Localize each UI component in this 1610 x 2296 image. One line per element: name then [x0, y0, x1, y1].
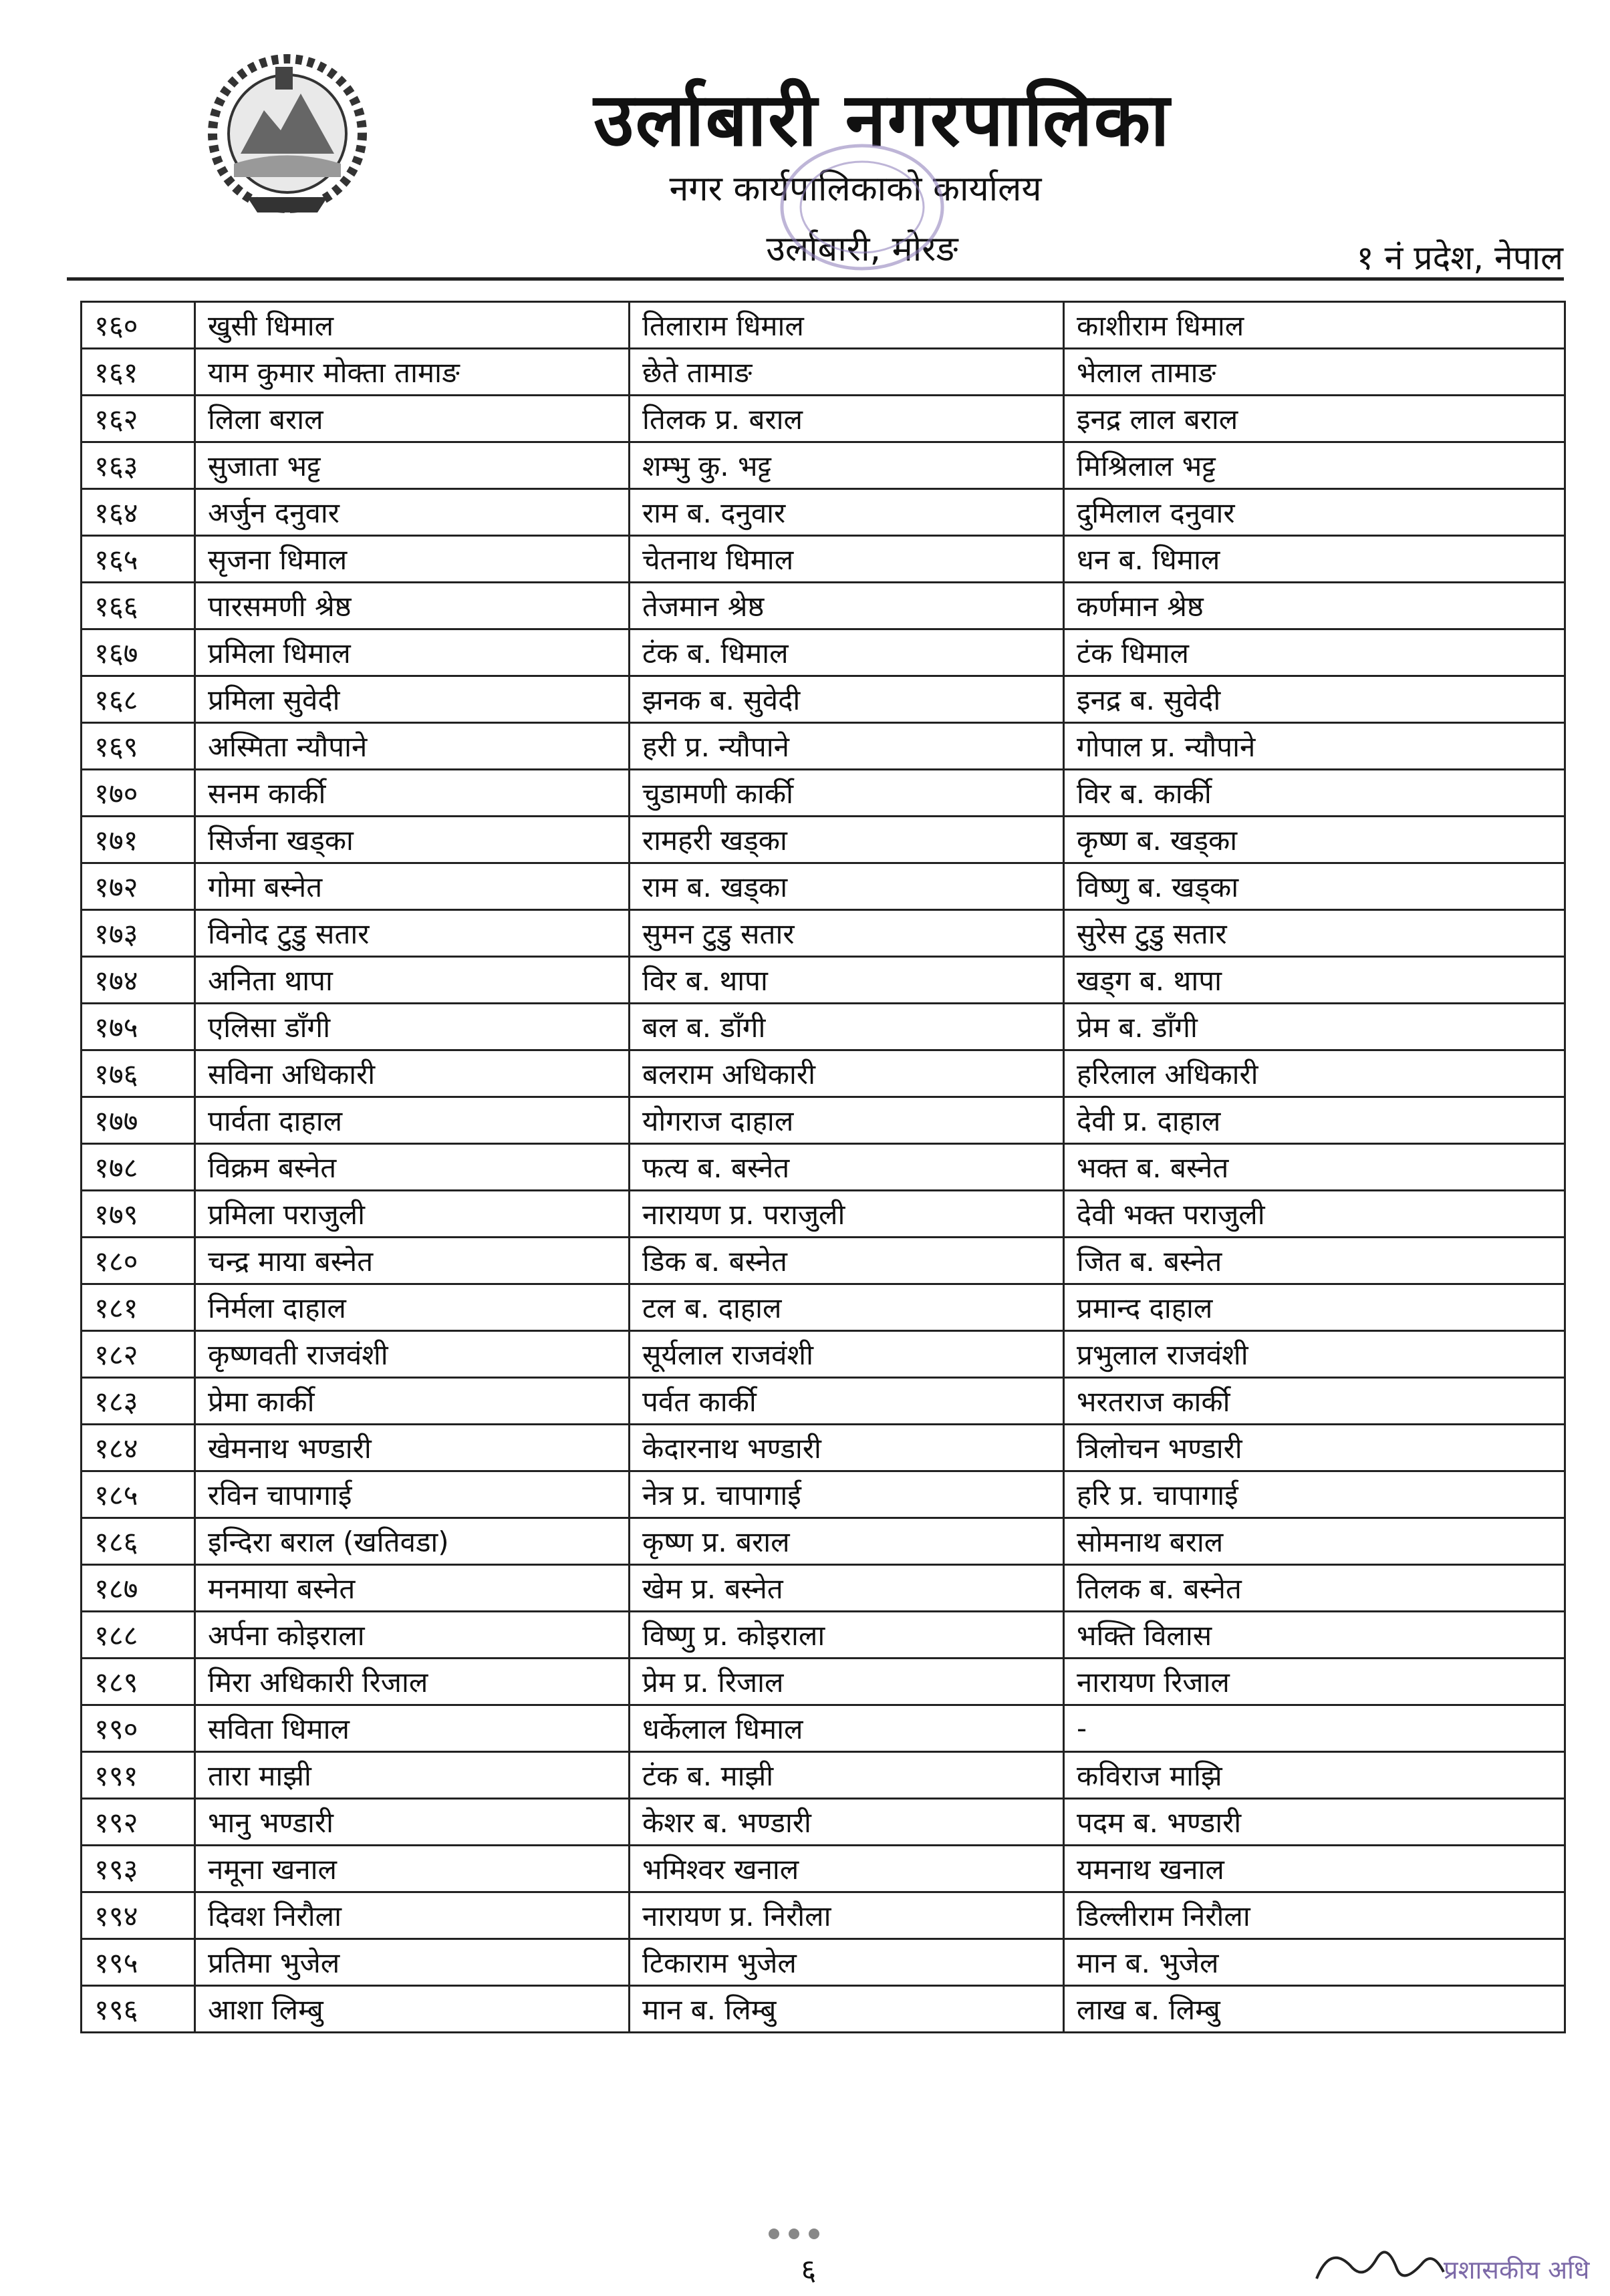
father-name-cell: चेतनाथ धिमाल	[630, 536, 1064, 583]
name-cell: प्रतिमा भुजेल	[195, 1939, 630, 1986]
father-name-cell: विर ब. थापा	[630, 957, 1064, 1004]
office-subtitle: नगर कार्यपालिकाको कार्यालय	[669, 169, 1042, 209]
name-cell: विक्रम बस्नेत	[195, 1144, 630, 1191]
table-row	[82, 1565, 1565, 1612]
grandfather-name-cell: इनद्र लाल बराल	[1064, 396, 1565, 442]
table-row	[82, 723, 1565, 770]
table-row	[82, 1612, 1565, 1659]
table-row	[82, 442, 1565, 489]
table-row	[82, 1752, 1565, 1799]
serial-number-cell: १८२	[82, 1331, 195, 1378]
serial-number-cell: १६८	[82, 676, 195, 723]
header-divider	[67, 277, 1564, 281]
father-name-cell: भमिश्वर खनाल	[630, 1846, 1064, 1892]
serial-number-cell: १७५	[82, 1004, 195, 1050]
grandfather-name-cell: कर्णमान श्रेष्ठ	[1064, 583, 1565, 629]
serial-number-cell: १८५	[82, 1471, 195, 1518]
father-name-cell: तेजमान श्रेष्ठ	[630, 583, 1064, 629]
table-row	[82, 1425, 1565, 1471]
father-name-cell: छेते तामाङ	[630, 349, 1064, 396]
table-row	[82, 1331, 1565, 1378]
table-row	[82, 1378, 1565, 1425]
father-name-cell: टंक ब. धिमाल	[630, 629, 1064, 676]
name-cell: निर्मला दाहाल	[195, 1284, 630, 1331]
table-row	[82, 1986, 1565, 2033]
grandfather-name-cell: गोपाल प्र. न्यौपाने	[1064, 723, 1565, 770]
table-row	[82, 629, 1565, 676]
table-row	[82, 1892, 1565, 1939]
father-name-cell: राम ब. दनुवार	[630, 489, 1064, 536]
serial-number-cell: १७०	[82, 770, 195, 817]
father-name-cell: विष्णु प्र. कोइराला	[630, 1612, 1064, 1659]
name-cell: आशा लिम्बु	[195, 1986, 630, 2033]
serial-number-cell: १७३	[82, 910, 195, 957]
serial-number-cell: १७२	[82, 863, 195, 910]
father-name-cell: नारायण प्र. निरौला	[630, 1892, 1064, 1939]
grandfather-name-cell: सोमनाथ बराल	[1064, 1518, 1565, 1565]
table-row	[82, 1050, 1565, 1097]
name-cell: एलिसा डाँगी	[195, 1004, 630, 1050]
father-name-cell: केदारनाथ भण्डारी	[630, 1425, 1064, 1471]
grandfather-name-cell: हरि प्र. चापागाई	[1064, 1471, 1565, 1518]
grandfather-name-cell: जित ब. बस्नेत	[1064, 1238, 1565, 1284]
grandfather-name-cell: दुमिलाल दनुवार	[1064, 489, 1565, 536]
province-label: १ नं प्रदेश, नेपाल	[1356, 239, 1563, 277]
name-cell: प्रमिला सुवेदी	[195, 676, 630, 723]
table-row	[82, 1518, 1565, 1565]
father-name-cell: टिकाराम भुजेल	[630, 1939, 1064, 1986]
grandfather-name-cell: भेलाल तामाङ	[1064, 349, 1565, 396]
name-cell: पारसमणी श्रेष्ठ	[195, 583, 630, 629]
table-row	[82, 1284, 1565, 1331]
name-cell: सविना अधिकारी	[195, 1050, 630, 1097]
table-row	[82, 1846, 1565, 1892]
grandfather-name-cell: तिलक ब. बस्नेत	[1064, 1565, 1565, 1612]
table-row	[82, 1238, 1565, 1284]
grandfather-name-cell: भरतराज कार्की	[1064, 1378, 1565, 1425]
grandfather-name-cell: काशीराम धिमाल	[1064, 302, 1565, 349]
father-name-cell: प्रेम प्र. रिजाल	[630, 1659, 1064, 1705]
serial-number-cell: १९४	[82, 1892, 195, 1939]
grandfather-name-cell: डिल्लीराम निरौला	[1064, 1892, 1565, 1939]
name-cell: प्रमिला धिमाल	[195, 629, 630, 676]
name-cell: अर्जुन दनुवार	[195, 489, 630, 536]
grandfather-name-cell: खड्ग ब. थापा	[1064, 957, 1565, 1004]
serial-number-cell: १८८	[82, 1612, 195, 1659]
serial-number-cell: १८९	[82, 1659, 195, 1705]
grandfather-name-cell: कविराज माझि	[1064, 1752, 1565, 1799]
name-cell: सृजना धिमाल	[195, 536, 630, 583]
name-cell: भानु भण्डारी	[195, 1799, 630, 1846]
grandfather-name-cell: विर ब. कार्की	[1064, 770, 1565, 817]
table-row	[82, 1705, 1565, 1752]
table-row	[82, 910, 1565, 957]
father-name-cell: पर्वत कार्की	[630, 1378, 1064, 1425]
table-row	[82, 1097, 1565, 1144]
serial-number-cell: १६९	[82, 723, 195, 770]
serial-number-cell: १८६	[82, 1518, 195, 1565]
nepal-emblem-icon	[200, 47, 374, 221]
name-cell: दिवश निरौला	[195, 1892, 630, 1939]
father-name-cell: शम्भु कु. भट्ट	[630, 442, 1064, 489]
roster-body	[82, 302, 1565, 2033]
grandfather-name-cell: हरिलाल अधिकारी	[1064, 1050, 1565, 1097]
father-name-cell: बलराम अधिकारी	[630, 1050, 1064, 1097]
table-row	[82, 957, 1565, 1004]
serial-number-cell: १६१	[82, 349, 195, 396]
name-cell: अस्मिता न्यौपाने	[195, 723, 630, 770]
grandfather-name-cell: विष्णु ब. खड्का	[1064, 863, 1565, 910]
name-cell: पार्वता दाहाल	[195, 1097, 630, 1144]
table-row	[82, 489, 1565, 536]
page-number: ६	[801, 2253, 817, 2287]
grandfather-name-cell: मिश्रिलाल भट्ट	[1064, 442, 1565, 489]
serial-number-cell: १९६	[82, 1986, 195, 2033]
serial-number-cell: १६५	[82, 536, 195, 583]
signature-designation: प्रशासकीय अधि	[1444, 2255, 1590, 2285]
table-row	[82, 1471, 1565, 1518]
father-name-cell: धर्केलाल धिमाल	[630, 1705, 1064, 1752]
name-cell: सनम कार्की	[195, 770, 630, 817]
handwritten-signature-icon	[1310, 2232, 1450, 2296]
father-name-cell: झनक ब. सुवेदी	[630, 676, 1064, 723]
serial-number-cell: १६३	[82, 442, 195, 489]
name-cell: विनोद टुडु सतार	[195, 910, 630, 957]
father-name-cell: नेत्र प्र. चापागाई	[630, 1471, 1064, 1518]
table-row	[82, 349, 1565, 396]
serial-number-cell: १७६	[82, 1050, 195, 1097]
table-row	[82, 770, 1565, 817]
grandfather-name-cell: पदम ब. भण्डारी	[1064, 1799, 1565, 1846]
father-name-cell: रामहरी खड्का	[630, 817, 1064, 863]
name-cell: मिरा अधिकारी रिजाल	[195, 1659, 630, 1705]
name-cell: खुसी धिमाल	[195, 302, 630, 349]
serial-number-cell: १७९	[82, 1191, 195, 1238]
name-cell: रविन चापागाई	[195, 1471, 630, 1518]
table-row	[82, 1191, 1565, 1238]
serial-number-cell: १८१	[82, 1284, 195, 1331]
father-name-cell: राम ब. खड्का	[630, 863, 1064, 910]
name-cell: नमूना खनाल	[195, 1846, 630, 1892]
serial-number-cell: १९३	[82, 1846, 195, 1892]
municipality-title: उर्लाबारी नगरपालिका	[593, 77, 1171, 162]
table-row	[82, 863, 1565, 910]
table-row	[82, 676, 1565, 723]
office-stamp-icon	[762, 134, 962, 281]
serial-number-cell: १९५	[82, 1939, 195, 1986]
father-name-cell: केशर ब. भण्डारी	[630, 1799, 1064, 1846]
table-row	[82, 583, 1565, 629]
grandfather-name-cell: कृष्ण ब. खड्का	[1064, 817, 1565, 863]
father-name-cell: फत्य ब. बस्नेत	[630, 1144, 1064, 1191]
table-row	[82, 302, 1565, 349]
grandfather-name-cell: टंक धिमाल	[1064, 629, 1565, 676]
grandfather-name-cell: मान ब. भुजेल	[1064, 1939, 1565, 1986]
serial-number-cell: १८३	[82, 1378, 195, 1425]
father-name-cell: सुमन टुडु सतार	[630, 910, 1064, 957]
roster-table	[80, 301, 1566, 2033]
serial-number-cell: १८०	[82, 1238, 195, 1284]
name-cell: गोमा बस्नेत	[195, 863, 630, 910]
table-row	[82, 396, 1565, 442]
serial-number-cell: १८४	[82, 1425, 195, 1471]
grandfather-name-cell: प्रमान्द दाहाल	[1064, 1284, 1565, 1331]
name-cell: तारा माझी	[195, 1752, 630, 1799]
serial-number-cell: १९०	[82, 1705, 195, 1752]
name-cell: कृष्णवती राजवंशी	[195, 1331, 630, 1378]
name-cell: प्रेमा कार्की	[195, 1378, 630, 1425]
father-name-cell: मान ब. लिम्बु	[630, 1986, 1064, 2033]
grandfather-name-cell: देवी प्र. दाहाल	[1064, 1097, 1565, 1144]
father-name-cell: टल ब. दाहाल	[630, 1284, 1064, 1331]
name-cell: सविता धिमाल	[195, 1705, 630, 1752]
grandfather-name-cell: धन ब. धिमाल	[1064, 536, 1565, 583]
name-cell: प्रमिला पराजुली	[195, 1191, 630, 1238]
grandfather-name-cell: त्रिलोचन भण्डारी	[1064, 1425, 1565, 1471]
father-name-cell: नारायण प्र. पराजुली	[630, 1191, 1064, 1238]
father-name-cell: कृष्ण प्र. बराल	[630, 1518, 1064, 1565]
grandfather-name-cell: भक्ति विलास	[1064, 1612, 1565, 1659]
name-cell: सिर्जना खड्का	[195, 817, 630, 863]
table-row	[82, 817, 1565, 863]
table-row	[82, 1004, 1565, 1050]
serial-number-cell: १७८	[82, 1144, 195, 1191]
father-name-cell: तिलक प्र. बराल	[630, 396, 1064, 442]
grandfather-name-cell: सुरेस टुडु सतार	[1064, 910, 1565, 957]
serial-number-cell: १७७	[82, 1097, 195, 1144]
name-cell: सुजाता भट्ट	[195, 442, 630, 489]
father-name-cell: सूर्यलाल राजवंशी	[630, 1331, 1064, 1378]
grandfather-name-cell: -	[1064, 1705, 1565, 1752]
father-name-cell: हरी प्र. न्यौपाने	[630, 723, 1064, 770]
grandfather-name-cell: भक्त ब. बस्नेत	[1064, 1144, 1565, 1191]
father-name-cell: योगराज दाहाल	[630, 1097, 1064, 1144]
father-name-cell: तिलाराम धिमाल	[630, 302, 1064, 349]
serial-number-cell: १८७	[82, 1565, 195, 1612]
name-cell: खेमनाथ भण्डारी	[195, 1425, 630, 1471]
table-row	[82, 1144, 1565, 1191]
father-name-cell: डिक ब. बस्नेत	[630, 1238, 1064, 1284]
grandfather-name-cell: प्रभुलाल राजवंशी	[1064, 1331, 1565, 1378]
grandfather-name-cell: नारायण रिजाल	[1064, 1659, 1565, 1705]
grandfather-name-cell: यमनाथ खनाल	[1064, 1846, 1565, 1892]
table-row	[82, 536, 1565, 583]
serial-number-cell: १७१	[82, 817, 195, 863]
serial-number-cell: १६०	[82, 302, 195, 349]
name-cell: अनिता थापा	[195, 957, 630, 1004]
serial-number-cell: १६४	[82, 489, 195, 536]
ellipsis-dots-icon	[769, 2229, 849, 2242]
grandfather-name-cell: प्रेम ब. डाँगी	[1064, 1004, 1565, 1050]
father-name-cell: टंक ब. माझी	[630, 1752, 1064, 1799]
father-name-cell: खेम प्र. बस्नेत	[630, 1565, 1064, 1612]
table-row	[82, 1799, 1565, 1846]
serial-number-cell: १६२	[82, 396, 195, 442]
office-address: उर्लाबारी, मोरङ	[766, 229, 958, 269]
serial-number-cell: १६६	[82, 583, 195, 629]
grandfather-name-cell: देवी भक्त पराजुली	[1064, 1191, 1565, 1238]
father-name-cell: चुडामणी कार्की	[630, 770, 1064, 817]
grandfather-name-cell: लाख ब. लिम्बु	[1064, 1986, 1565, 2033]
table-row	[82, 1939, 1565, 1986]
name-cell: याम कुमार मोक्ता तामाङ	[195, 349, 630, 396]
name-cell: इन्दिरा बराल (खतिवडा)	[195, 1518, 630, 1565]
father-name-cell: बल ब. डाँगी	[630, 1004, 1064, 1050]
table-row	[82, 1659, 1565, 1705]
serial-number-cell: १९२	[82, 1799, 195, 1846]
name-cell: मनमाया बस्नेत	[195, 1565, 630, 1612]
serial-number-cell: १७४	[82, 957, 195, 1004]
serial-number-cell: १९१	[82, 1752, 195, 1799]
name-cell: लिला बराल	[195, 396, 630, 442]
serial-number-cell: १६७	[82, 629, 195, 676]
name-cell: अर्पना कोइराला	[195, 1612, 630, 1659]
grandfather-name-cell: इनद्र ब. सुवेदी	[1064, 676, 1565, 723]
name-cell: चन्द्र माया बस्नेत	[195, 1238, 630, 1284]
